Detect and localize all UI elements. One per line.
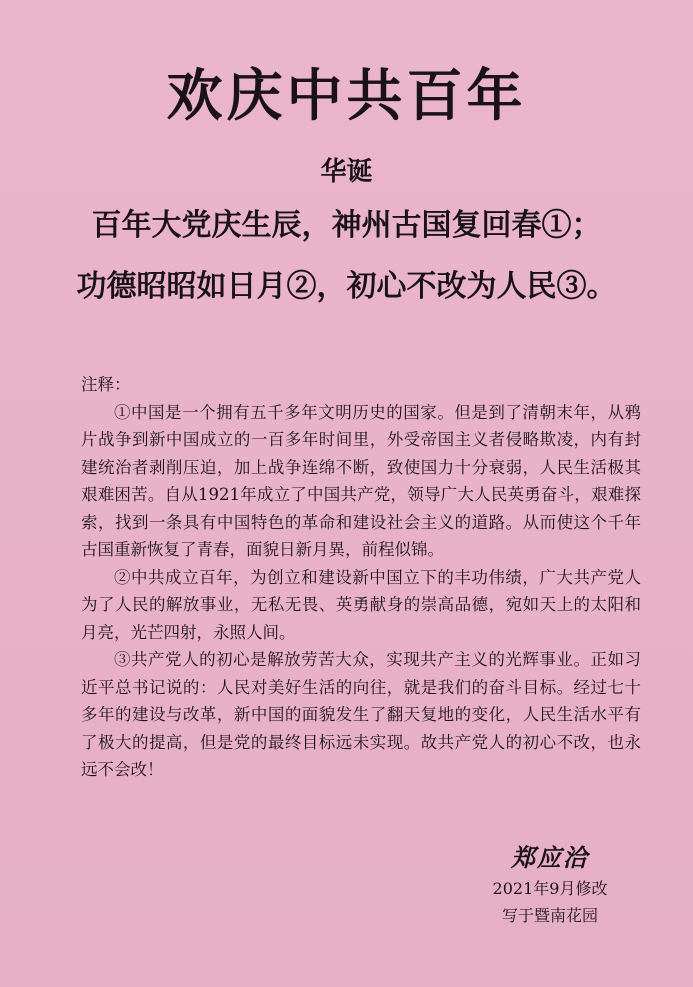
notes-section xyxy=(81,371,641,784)
poem-line-2: 功德昭昭如日月②，初心不改为人民③。 xyxy=(76,269,617,304)
revision-date: 2021年9月修改 xyxy=(492,879,608,898)
notes-heading: 注释： xyxy=(81,375,131,394)
poem-line-1: 百年大党庆生辰，神州古国复回春①； xyxy=(91,208,602,243)
author-signature: 郑应洽 xyxy=(511,843,589,872)
subtitle: 华诞 xyxy=(320,157,373,187)
note-paragraph-1: ①中国是一个拥有五千多年文明历史的国家。但是到了清朝末年，从鸦片战争到新中国成立的一百多年时间里，外受帝国主义者侵略欺凌，内有封建统治者剥削压迫，加上战争连绵不断，致使国力十分衰弱，人民生活极其艰难困苦。自从1921年成立了中国共产党，领导广大人民英勇奋斗，艰难探索，找到一条具有中国特色的革命和建设社会主义的道路。从而使这个千年古国重新恢复了青春，面貌日新月異，前程似锦。 xyxy=(81,402,641,559)
page-title: 欢庆中共百年 xyxy=(166,63,527,129)
writing-place: 写于暨南花园 xyxy=(501,906,598,925)
note-paragraph-2: ②中共成立百年，为创立和建设新中国立下的丰功伟绩，广大共产党人为了人民的解放事业，无私无畏、英勇献身的崇高品德，宛如天上的太阳和月亮，光芒四射，永照人间。 xyxy=(81,567,641,642)
note-paragraph-3: ③共产党人的初心是解放劳苦大众，实现共产主义的光辉事业。正如习近平总书记说的：人民对美好生活的向往，就是我们的奋斗目标。经过七十多年的建设与改革，新中国的面貌发生了翻天复地的变化，人民生活水平有了极大的提高，但是党的最终目标远未实现。故共产党人的初心不改，也永远不会改！ xyxy=(81,650,641,779)
